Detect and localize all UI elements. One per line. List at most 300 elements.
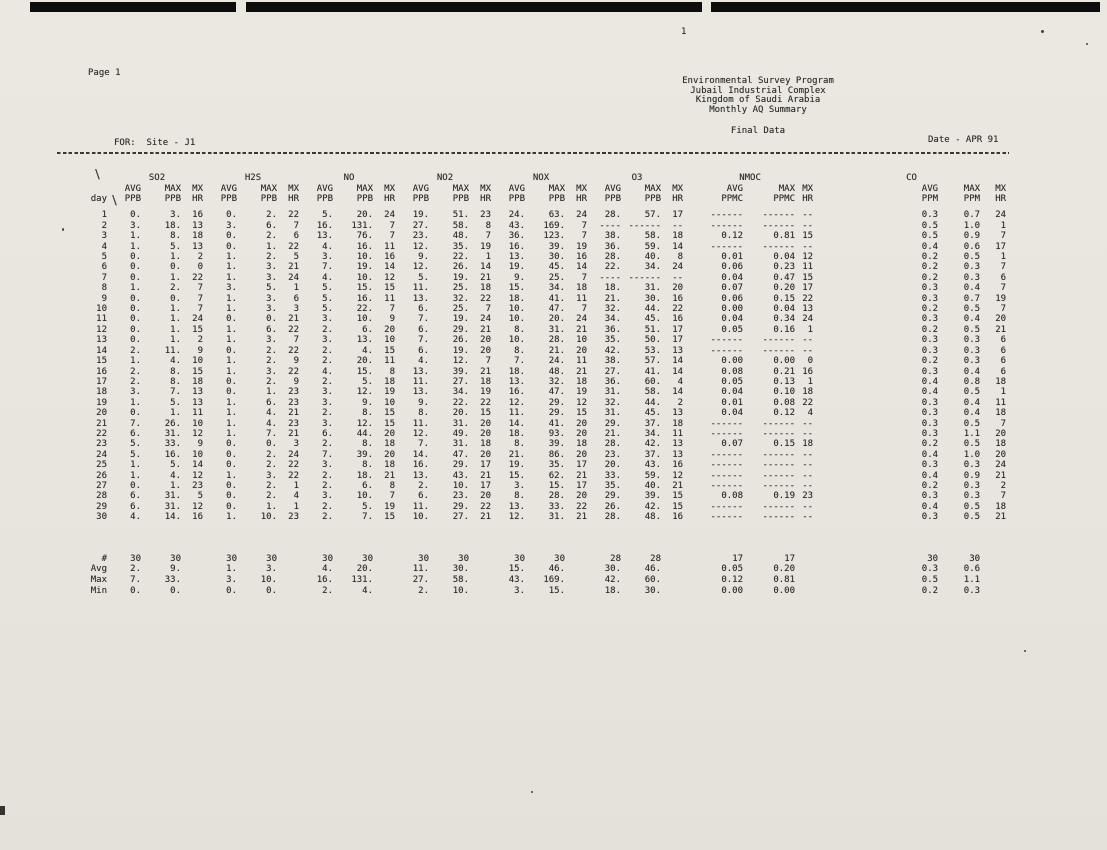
value-cell: 0.5 xyxy=(963,252,981,263)
value-cell: 0.5 xyxy=(921,231,939,242)
value-cell: 39. xyxy=(548,241,566,252)
value-cell: 17 xyxy=(672,324,684,335)
value-cell: ------ xyxy=(628,220,662,231)
value-cell: ------ xyxy=(762,335,796,346)
value-cell: 2. xyxy=(322,345,333,356)
day-number: 9 xyxy=(101,293,107,304)
value-cell: 2. xyxy=(266,376,277,387)
value-cell: 2. xyxy=(418,480,430,491)
group-header-NMOC: NMOC xyxy=(739,172,761,183)
summary-cell: 0.00 xyxy=(773,585,796,596)
scan-edge-bar xyxy=(30,2,236,12)
value-cell: 0. xyxy=(130,210,141,221)
day-number: 7 xyxy=(101,272,107,283)
value-cell: 24 xyxy=(802,314,814,325)
value-cell: 28. xyxy=(604,439,622,450)
value-cell: 10. xyxy=(452,480,470,491)
day-col-head-spacer xyxy=(85,166,109,183)
summary-cell: 43. xyxy=(508,574,526,585)
summary-cell: 0.20 xyxy=(773,564,796,575)
value-cell: ------ xyxy=(762,428,796,439)
day-column-header: day xyxy=(90,194,107,204)
value-cell: 43. xyxy=(644,460,662,471)
value-cell: 13 xyxy=(192,397,203,408)
day-number: 24 xyxy=(96,449,107,460)
value-cell: -- xyxy=(802,335,814,346)
value-cell: 18 xyxy=(192,376,203,387)
value-cell: 12. xyxy=(412,241,430,252)
value-cell: 27. xyxy=(452,512,470,523)
value-cell: 63. xyxy=(548,210,566,221)
value-cell: 11 xyxy=(576,293,588,304)
value-cell: 0.3 xyxy=(921,428,939,439)
value-cell: 0.4 xyxy=(963,283,981,294)
day-number: 2 xyxy=(101,220,107,231)
value-cell: 5. xyxy=(130,439,141,450)
value-cell: 2. xyxy=(130,366,141,377)
day-number: 23 xyxy=(96,439,107,450)
summary-cell: 4. xyxy=(362,585,373,596)
value-cell: 0.2 xyxy=(921,439,939,450)
value-cell: 35. xyxy=(452,241,470,252)
summary-cell: 60. xyxy=(644,574,662,585)
summary-row xyxy=(85,575,1008,586)
value-cell: 18. xyxy=(508,428,526,439)
value-cell: 0. xyxy=(226,387,237,398)
value-cell: 131. xyxy=(351,220,373,231)
value-cell: 13. xyxy=(508,252,526,263)
stat-header-cell: AVG xyxy=(921,183,939,194)
summary-cell xyxy=(183,575,205,586)
value-cell: ------ xyxy=(710,501,744,512)
value-cell: 53. xyxy=(644,345,662,356)
value-cell: 30. xyxy=(644,293,662,304)
value-cell: 21 xyxy=(480,324,492,335)
value-cell: 0. xyxy=(226,460,237,471)
value-cell: 1. xyxy=(226,293,237,304)
value-cell: 7 xyxy=(1000,262,1007,273)
value-cell: 22 xyxy=(802,293,814,304)
value-cell: ------ xyxy=(710,460,744,471)
summary-cell: 17 xyxy=(732,553,744,564)
value-cell: 6. xyxy=(418,304,430,315)
value-cell: 20 xyxy=(995,428,1007,439)
stat-header-cell: MAX xyxy=(644,183,662,194)
value-cell: 13 xyxy=(672,345,684,356)
value-cell: 20 xyxy=(384,449,396,460)
summary-cell: 131. xyxy=(351,574,373,585)
value-cell: -- xyxy=(802,241,814,252)
value-cell: 41. xyxy=(644,366,662,377)
value-cell: 13. xyxy=(412,366,430,377)
value-cell: 4. xyxy=(322,241,333,252)
summary-cell: 42. xyxy=(604,574,622,585)
value-cell: 20 xyxy=(480,428,492,439)
value-cell: 22 xyxy=(288,366,299,377)
value-cell: 7. xyxy=(266,428,277,439)
aq-monthly-summary-table xyxy=(85,166,1008,596)
value-cell: 11 xyxy=(802,262,814,273)
summary-cell xyxy=(279,575,301,586)
value-cell: 6. xyxy=(130,501,141,512)
value-cell: 58. xyxy=(452,220,470,231)
value-cell: 0.07 xyxy=(721,283,744,294)
stat-header-cell: MX xyxy=(672,183,684,194)
value-cell: 21. xyxy=(604,293,622,304)
value-cell: ------ xyxy=(762,460,796,471)
unit-header-cell: PPB xyxy=(316,194,333,204)
value-cell: 0 xyxy=(807,356,814,367)
value-cell: ------ xyxy=(762,345,796,356)
value-cell: 7 xyxy=(485,356,492,367)
stat-header-cell: MX xyxy=(288,183,299,194)
value-cell: 16. xyxy=(356,241,373,252)
value-cell: 60. xyxy=(644,376,662,387)
value-cell: 39. xyxy=(452,366,470,377)
summary-cell xyxy=(375,554,397,565)
value-cell: 21 xyxy=(480,272,492,283)
value-cell: 16 xyxy=(672,293,684,304)
value-cell: 20 xyxy=(480,345,492,356)
value-cell: 25. xyxy=(548,272,566,283)
summary-cell: 7. xyxy=(130,574,141,585)
scan-edge-bar xyxy=(711,2,1100,12)
org-line-1: Environmental Survey Program xyxy=(682,76,834,86)
value-cell: 2. xyxy=(266,231,277,242)
value-cell: 34. xyxy=(644,262,662,273)
summary-cell: 0.05 xyxy=(721,564,744,575)
stat-header-cell: MAX xyxy=(548,183,566,194)
value-cell: 57. xyxy=(644,356,662,367)
value-cell: 24 xyxy=(576,210,588,221)
group-header-SO2: SO2 xyxy=(148,172,166,183)
summary-cell xyxy=(663,575,685,586)
summary-cell: 0.3 xyxy=(921,564,939,575)
value-cell: 21. xyxy=(604,428,622,439)
summary-cell: 30 xyxy=(927,553,939,564)
summary-cell xyxy=(375,575,397,586)
summary-gap xyxy=(85,523,1008,554)
value-cell: 20 xyxy=(480,418,492,429)
summary-cell: 1.1 xyxy=(963,574,981,585)
value-cell: 2. xyxy=(266,491,277,502)
value-cell: 38. xyxy=(604,231,622,242)
value-cell: 40. xyxy=(644,252,662,263)
day-row xyxy=(85,221,1008,231)
value-cell: 33. xyxy=(548,501,566,512)
value-cell: 0.04 xyxy=(721,387,744,398)
spacer-cell xyxy=(85,183,109,194)
value-cell: 13. xyxy=(412,387,430,398)
value-cell: 1. xyxy=(226,470,237,481)
summary-cell: 30 xyxy=(554,553,566,564)
value-cell: 9 xyxy=(197,345,203,356)
value-cell: 0.3 xyxy=(921,366,939,377)
value-cell: 20. xyxy=(452,408,470,419)
value-cell: 18 xyxy=(995,439,1007,450)
value-cell: 17 xyxy=(995,241,1007,252)
value-cell: 16. xyxy=(508,387,526,398)
unit-header-cell: PPB xyxy=(220,194,237,204)
stat-header-cell: AVG xyxy=(412,183,430,194)
value-cell: 48. xyxy=(548,366,566,377)
unit-header-cell: PPM xyxy=(963,194,981,204)
value-cell: 3. xyxy=(266,272,277,283)
value-cell: 31. xyxy=(452,418,470,429)
value-cell: 1. xyxy=(170,480,181,491)
value-cell: 0.3 xyxy=(921,512,939,523)
value-cell: 1.0 xyxy=(963,220,981,231)
value-cell: 19. xyxy=(508,262,526,273)
value-cell: 9. xyxy=(362,397,373,408)
value-cell: 15. xyxy=(508,470,526,481)
value-cell: 22 xyxy=(288,345,299,356)
value-cell: 6 xyxy=(293,231,299,242)
value-cell: 3. xyxy=(322,397,333,408)
value-cell: 47. xyxy=(548,304,566,315)
value-cell: 29. xyxy=(604,491,622,502)
value-cell: 0.2 xyxy=(921,356,939,367)
value-cell: 20 xyxy=(384,324,396,335)
value-cell: 22. xyxy=(452,397,470,408)
summary-cell xyxy=(567,554,589,565)
value-cell: 1 xyxy=(485,252,492,263)
value-cell: 4 xyxy=(807,408,814,419)
value-cell: 4. xyxy=(130,512,141,523)
value-cell: 8. xyxy=(514,324,526,335)
value-cell: 123. xyxy=(543,231,566,242)
value-cell: 19. xyxy=(452,272,470,283)
summary-cell: 0.2 xyxy=(921,585,939,596)
value-cell: 11. xyxy=(508,408,526,419)
summary-cell xyxy=(183,554,205,565)
value-cell: 17 xyxy=(576,460,588,471)
day-row xyxy=(85,439,1008,449)
value-cell: 13. xyxy=(508,501,526,512)
summary-cell xyxy=(982,575,1008,586)
summary-label: Avg xyxy=(90,564,107,575)
value-cell: 31. xyxy=(452,439,470,450)
value-cell: 48. xyxy=(644,512,662,523)
corner-page-number: 1 xyxy=(681,27,687,37)
value-cell: 4. xyxy=(266,408,277,419)
separator-dashed-line xyxy=(57,152,1009,154)
value-cell: 0.3 xyxy=(963,262,981,273)
org-line-3: Kingdom of Saudi Arabia xyxy=(695,95,821,106)
value-cell: 24 xyxy=(288,272,299,283)
summary-cell: 20. xyxy=(356,564,373,575)
value-cell: -- xyxy=(802,470,814,481)
value-cell: ------ xyxy=(762,220,796,231)
summary-cell: 30 xyxy=(969,553,981,564)
value-cell: 27. xyxy=(604,366,622,377)
value-cell: 7 xyxy=(293,335,299,346)
site-label: FOR: Site - J1 xyxy=(114,138,196,148)
value-cell: 9 xyxy=(389,314,396,325)
value-cell: 22. xyxy=(604,262,622,273)
value-cell: 31. xyxy=(604,387,622,398)
unit-header-cell: HR xyxy=(995,194,1007,204)
summary-cell: 0.5 xyxy=(921,574,939,585)
summary-row xyxy=(85,585,1008,596)
value-cell: 7 xyxy=(581,272,588,283)
day-number: 26 xyxy=(96,470,107,481)
value-cell: 0. xyxy=(226,241,237,252)
value-cell: 0.3 xyxy=(921,210,939,221)
value-cell: 2. xyxy=(130,376,141,387)
value-cell: 45. xyxy=(548,262,566,273)
value-cell: 25. xyxy=(452,304,470,315)
value-cell: 15 xyxy=(384,408,396,419)
value-cell: 1. xyxy=(226,262,237,273)
value-cell: 8. xyxy=(514,345,526,356)
value-cell: 0.06 xyxy=(721,262,744,273)
value-cell: 14 xyxy=(672,366,684,377)
value-cell: 7. xyxy=(322,449,333,460)
value-cell: 18 xyxy=(802,439,814,450)
value-cell: 0.12 xyxy=(773,408,796,419)
value-cell: 0.3 xyxy=(963,345,981,356)
value-cell: 19. xyxy=(452,314,470,325)
value-cell: 31. xyxy=(548,512,566,523)
value-cell: 1 xyxy=(1000,220,1007,231)
value-cell: 13 xyxy=(192,241,203,252)
day-row xyxy=(85,419,1008,429)
value-cell: 45. xyxy=(644,314,662,325)
org-line-4: Monthly AQ Summary xyxy=(709,104,807,115)
value-cell: 2. xyxy=(322,324,333,335)
value-cell: 0.2 xyxy=(921,272,939,283)
value-cell: 20 xyxy=(672,283,684,294)
summary-cell: 0.3 xyxy=(963,585,981,596)
summary-cell: 0.6 xyxy=(963,564,981,575)
value-cell: 6. xyxy=(322,428,333,439)
value-cell: 93. xyxy=(548,428,566,439)
value-cell: 6 xyxy=(1000,335,1007,346)
value-cell: 14 xyxy=(576,262,588,273)
value-cell: 2. xyxy=(266,345,277,356)
value-cell: 31. xyxy=(164,428,181,439)
value-cell: 23 xyxy=(288,397,299,408)
value-cell: 4. xyxy=(322,366,333,377)
value-cell: ------ xyxy=(762,512,796,523)
value-cell: 22 xyxy=(288,470,299,481)
value-cell: 41. xyxy=(548,293,566,304)
value-cell: -- xyxy=(802,418,814,429)
value-cell: 0.2 xyxy=(921,324,939,335)
value-cell: 3 xyxy=(293,439,299,450)
value-cell: 0.3 xyxy=(921,460,939,471)
unit-header-cell: PPB xyxy=(644,194,662,204)
value-cell: 169. xyxy=(543,220,566,231)
value-cell: 0.4 xyxy=(921,501,939,512)
day-number: 6 xyxy=(101,262,107,273)
value-cell: 10 xyxy=(576,335,588,346)
summary-cell xyxy=(183,585,205,596)
value-cell: 39. xyxy=(548,439,566,450)
day-row xyxy=(85,460,1008,470)
value-cell: 17 xyxy=(802,283,814,294)
value-cell: 20 xyxy=(384,428,396,439)
summary-cell xyxy=(567,575,589,586)
value-cell: 0. xyxy=(226,345,237,356)
summary-cell: 30 xyxy=(226,553,237,564)
value-cell: 2. xyxy=(322,470,333,481)
value-cell: 3. xyxy=(266,470,277,481)
value-cell: 32. xyxy=(604,397,622,408)
value-cell: 8 xyxy=(485,220,492,231)
value-cell: 11 xyxy=(672,428,684,439)
value-cell: 6. xyxy=(266,220,277,231)
value-cell: 0.9 xyxy=(963,470,981,481)
value-cell: 0.3 xyxy=(921,314,939,325)
value-cell: 86. xyxy=(548,449,566,460)
value-cell: 24. xyxy=(508,210,526,221)
value-cell: 14. xyxy=(508,418,526,429)
summary-cell xyxy=(663,554,685,565)
value-cell: 10 xyxy=(384,335,396,346)
stat-header-cell: MAX xyxy=(356,183,373,194)
value-cell: 15 xyxy=(384,283,396,294)
value-cell: 7. xyxy=(418,439,430,450)
value-cell: 18 xyxy=(576,439,588,450)
summary-cell: 30 xyxy=(514,553,526,564)
value-cell: 10 xyxy=(384,397,396,408)
value-cell: 6. xyxy=(362,324,373,335)
value-cell: 5. xyxy=(266,283,277,294)
summary-cell: 0.81 xyxy=(773,574,796,585)
value-cell: ------ xyxy=(710,335,744,346)
day-number: 1 xyxy=(101,210,107,221)
stat-header-cell: AVG xyxy=(604,183,622,194)
day-number: 22 xyxy=(96,428,107,439)
value-cell: 0.5 xyxy=(921,220,939,231)
scan-speck xyxy=(1041,30,1044,33)
day-row xyxy=(85,367,1008,377)
value-cell: 20. xyxy=(356,210,373,221)
summary-cell: 30 xyxy=(266,553,277,564)
day-row xyxy=(85,491,1008,501)
day-row xyxy=(85,387,1008,397)
stat-header-cell: AVG xyxy=(316,183,333,194)
value-cell: 7. xyxy=(130,418,141,429)
day-row xyxy=(85,377,1008,387)
value-cell: 1. xyxy=(130,231,141,242)
value-cell: 3. xyxy=(322,418,333,429)
day-number: 21 xyxy=(96,418,107,429)
value-cell: 33. xyxy=(604,470,622,481)
value-cell: 16. xyxy=(356,293,373,304)
value-cell: 18 xyxy=(576,283,588,294)
value-cell: ---- xyxy=(599,220,622,231)
value-cell: 1.0 xyxy=(963,449,981,460)
day-number: 16 xyxy=(96,366,107,377)
value-cell: 44. xyxy=(356,428,373,439)
value-cell: 3. xyxy=(322,460,333,471)
value-cell: 12. xyxy=(508,397,526,408)
value-cell: 7 xyxy=(389,220,396,231)
value-cell: 7. xyxy=(418,314,430,325)
value-cell: 22 xyxy=(480,293,492,304)
value-cell: 15 xyxy=(802,272,814,283)
value-cell: 15 xyxy=(672,491,684,502)
value-cell: 21 xyxy=(576,324,588,335)
stat-header-cell: AVG xyxy=(220,183,237,194)
value-cell: 5 xyxy=(293,252,299,263)
value-cell: 0. xyxy=(170,262,181,273)
value-cell: 6. xyxy=(418,491,430,502)
day-row xyxy=(85,398,1008,408)
